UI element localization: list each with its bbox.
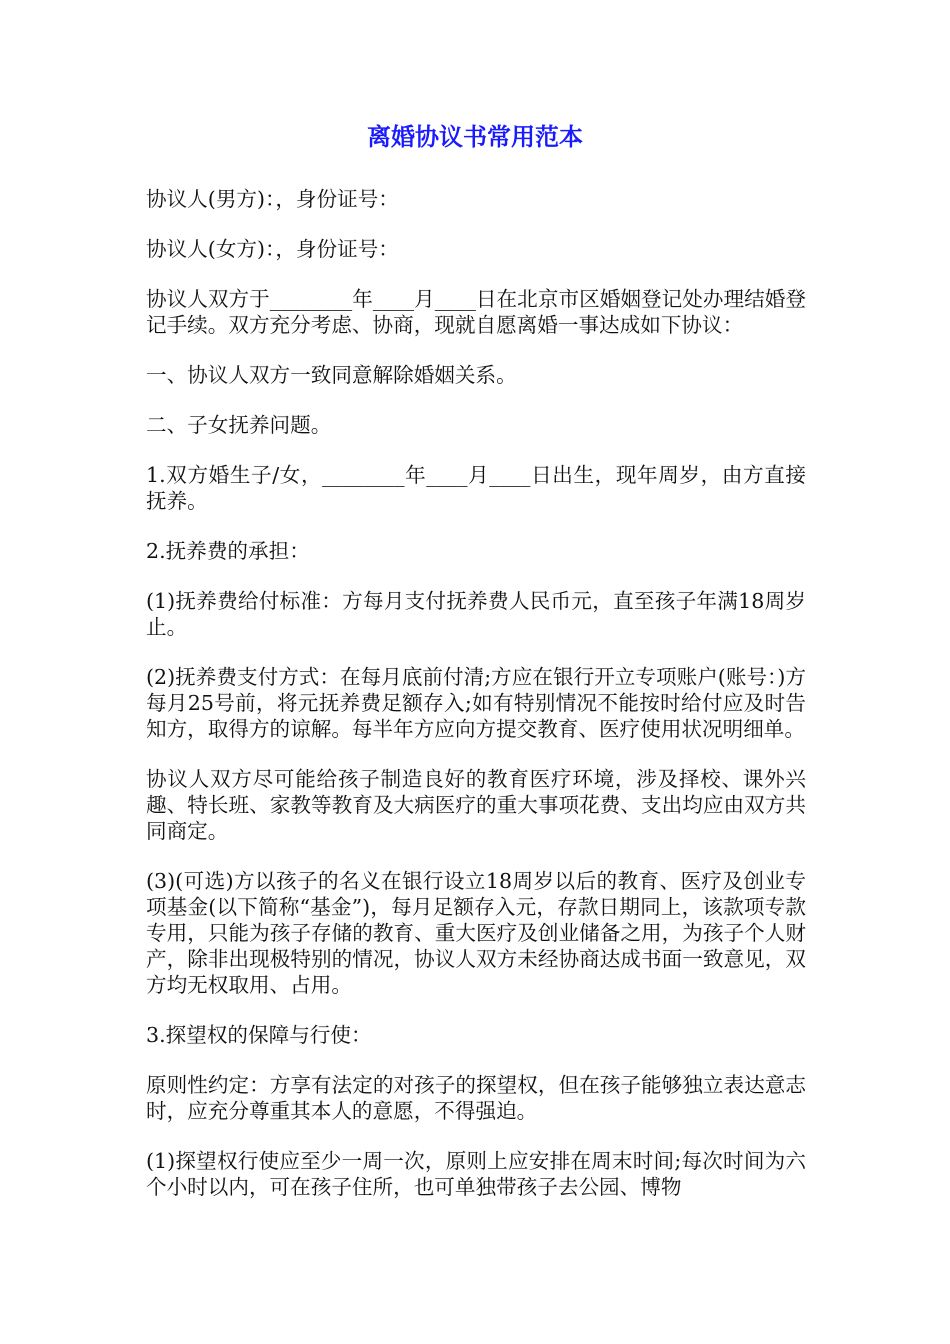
party-male-line: 协议人(男方)：，身份证号： — [146, 187, 399, 211]
party-female-line: 协议人(女方)：，身份证号： — [146, 237, 399, 261]
clause-1-dissolution: 一、协议人双方一致同意解除婚姻关系。 — [146, 363, 517, 387]
fund-paragraph: (3)(可选)方以孩子的名义在银行设立18周岁以后的教育、医疗及创业专项基金(以下简称“基金”)，每月足额存入元，存款日期同上，该款项专款专用，只能为孩子存储的教育、重大医疗及创业储备之用，为孩子个人财产，除非出现极特别的情况，协议人双方未经协商达成书面一致意见，双方均无权取用、占用。 — [146, 869, 806, 997]
support-payment-paragraph: (2)抚养费支付方式：在每月底前付清;方应在银行开立专项账户(账号：)方每月25号前，将元抚养费足额存入;如有特别情况不能按时给付应及时告知方，取得方的谅解。每半年方应向方提交教育、医疗使用状况明细单。 — [146, 665, 806, 741]
preamble-paragraph: 协议人双方于________年____月____日在北京市区婚姻登记处办理结婚登记手续。双方充分考虑、协商，现就自愿离婚一事达成如下协议： — [146, 287, 806, 337]
visitation-frequency-paragraph: (1)探望权行使应至少一周一次，原则上应安排在周末时间;每次时间为六个小时以内，可在孩子住所，也可单独带孩子去公园、博物 — [146, 1149, 806, 1199]
visitation-principle-paragraph: 原则性约定：方享有法定的对孩子的探望权，但在孩子能够独立表达意志时，应充分尊重其本人的意愿，不得强迫。 — [146, 1073, 806, 1123]
support-standard-paragraph: (1)抚养费给付标准：方每月支付抚养费人民币元，直至孩子年满18周岁止。 — [146, 589, 806, 639]
clause-2-2-heading: 2.抚养费的承担： — [146, 539, 310, 563]
document-body — [146, 186, 806, 1224]
education-medical-paragraph: 协议人双方尽可能给孩子制造良好的教育医疗环境，涉及择校、课外兴趣、特长班、家教等教育及大病医疗的重大事项花费、支出均应由双方共同商定。 — [146, 767, 806, 843]
document-title: 离婚协议书常用范本 — [367, 123, 583, 151]
clause-2-1-custody: 1.双方婚生子/女，________年____月____日出生，现年周岁，由方直接抚养。 — [146, 463, 806, 513]
clause-2-3-heading: 3.探望权的保障与行使： — [146, 1023, 372, 1047]
clause-2-heading: 二、子女抚养问题。 — [146, 413, 332, 437]
